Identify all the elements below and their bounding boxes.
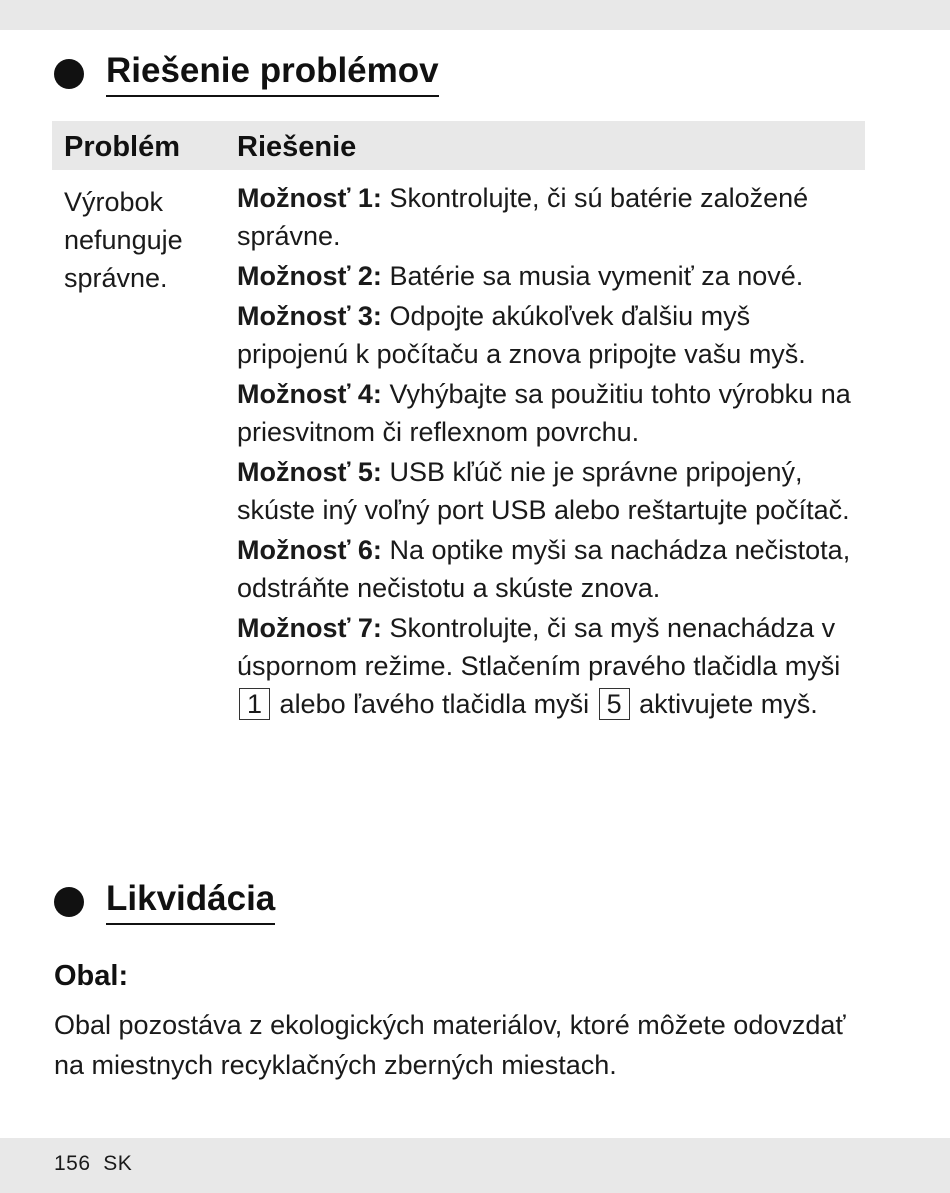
page-footer — [54, 1152, 132, 1176]
troubleshooting-table — [52, 121, 865, 719]
option-text: Odpojte akúkoľvek ďalšiu myš pripojenú k počítaču a znova pripojte vašu myš. — [237, 301, 806, 369]
option-label: Možnosť 1: — [237, 183, 382, 213]
section-heading-troubleshooting — [54, 52, 439, 97]
option-2 — [237, 257, 867, 295]
key-ref-5: 5 — [599, 688, 630, 720]
option-label: Možnosť 5: — [237, 457, 382, 487]
packaging-heading: Obal: — [54, 960, 129, 992]
bullet-icon — [54, 59, 84, 89]
option-label: Možnosť 2: — [237, 261, 382, 291]
language-code: SK — [103, 1152, 133, 1175]
table-header — [52, 121, 865, 170]
option-label: Možnosť 6: — [237, 535, 382, 565]
section-title: Riešenie problémov — [106, 52, 439, 97]
solution-cell — [237, 179, 867, 725]
option-text: Na optike myši sa nachádza nečistota, odstráňte nečistotu a skúste znova. — [237, 535, 851, 603]
option-5 — [237, 453, 867, 529]
option-label: Možnosť 3: — [237, 301, 382, 331]
option-6 — [237, 531, 867, 607]
packaging-text: Obal pozostáva z ekologických materiálov, ktoré môžete odovzdať na miestnych recyklačných zberných miestach. — [54, 1010, 846, 1080]
header-problem: Problém — [64, 131, 181, 163]
option-4 — [237, 375, 867, 451]
option-text: alebo ľavého tlačidla myši — [279, 689, 590, 719]
header-solution: Riešenie — [237, 131, 357, 163]
option-text: Skontrolujte, či sa myš nenachádza v úspornom režime. Stlačením pravého tlačidla myši — [237, 613, 841, 681]
option-text: Vyhýbajte sa použitiu tohto výrobku na priesvitnom či reflexnom povrchu. — [237, 379, 851, 447]
top-band — [0, 0, 950, 30]
problem-cell: Výrobok nefunguje správne. — [64, 187, 183, 293]
option-text: Batérie sa musia vymeniť za nové. — [389, 261, 804, 291]
bottom-band — [0, 1138, 950, 1193]
page-number: 156 — [54, 1152, 91, 1175]
option-text: USB kľúč nie je správne pripojený, skúste iný voľný port USB alebo reštartujte počítač. — [237, 457, 850, 525]
key-ref-1: 1 — [239, 688, 270, 720]
option-text: aktivujete myš. — [639, 689, 818, 719]
section-title: Likvidácia — [106, 880, 275, 925]
bullet-icon — [54, 887, 84, 917]
option-label: Možnosť 7: — [237, 613, 382, 643]
option-7 — [237, 609, 867, 723]
option-3 — [237, 297, 867, 373]
option-text: Skontrolujte, či sú batérie založené správne. — [237, 183, 809, 251]
option-1 — [237, 179, 867, 255]
option-label: Možnosť 4: — [237, 379, 382, 409]
section-heading-disposal — [54, 880, 275, 925]
